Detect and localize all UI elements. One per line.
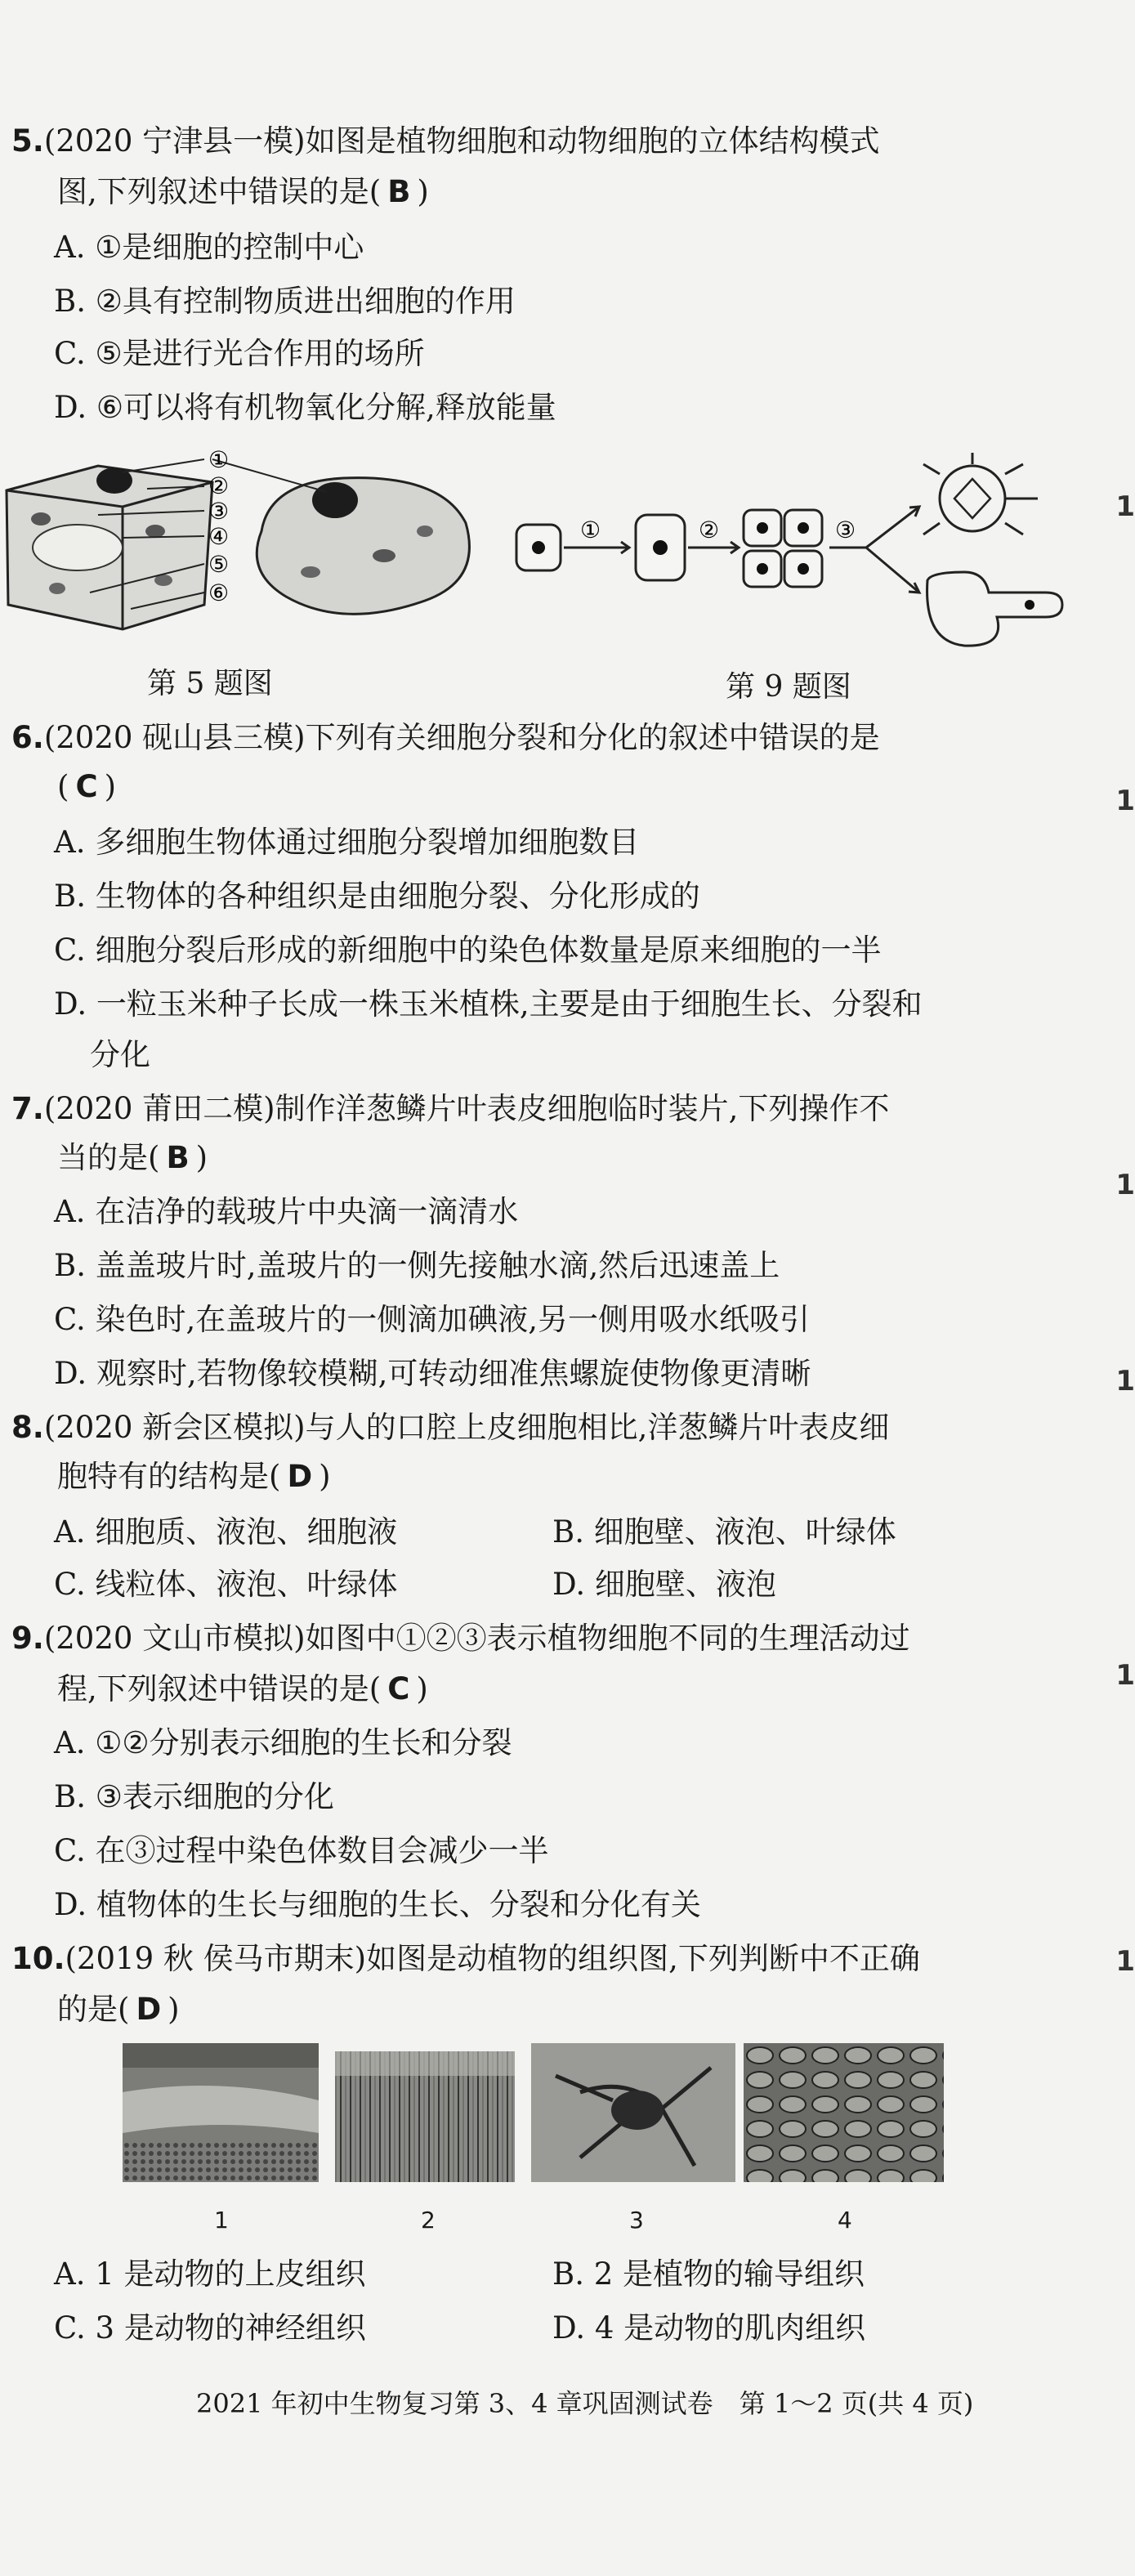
margin-mark-5: 1 [1115,1945,1135,1978]
q10-tissue-figures [123,2043,948,2190]
fig9-step-2: ② [699,517,720,543]
q6-answer: C [75,769,98,804]
q9-option-d: D. 植物体的生长与细胞的生长、分裂和分化有关 [54,1887,701,1922]
q9-option-b: B. ③表示细胞的分化 [54,1779,334,1814]
fig5-label-6: ⑥ [208,579,230,606]
fig5-label-3: ③ [208,498,230,525]
q6-text: (2020 砚山县三模)下列有关细胞分裂和分化的叙述中错误的是 [43,720,880,755]
q5-answer: B [387,174,411,209]
page-footer: 2021 年初中生物复习第 3、4 章巩固测试卷 第 1～2 页(共 4 页) [196,2388,974,2419]
margin-mark-3: 1 [1115,1365,1135,1398]
fig9-step-3: ③ [835,517,856,543]
q8-stem-line1 [11,1409,889,1447]
q7-text: (2020 莆田二模)制作洋葱鳞片叶表皮细胞临时装片,下列操作不 [43,1091,890,1126]
tissue-label-3: 3 [629,2207,644,2234]
q9-answer: C [387,1671,410,1706]
q7-number: 7. [11,1091,44,1126]
q8-option-d: D. 细胞壁、液泡 [552,1567,776,1602]
fig5-label-2: ② [208,472,230,499]
q8-option-a: A. 细胞质、液泡、细胞液 [54,1514,398,1550]
q7-option-d: D. 观察时,若物像较模糊,可转动细准焦螺旋使物像更清晰 [54,1356,811,1391]
q10-text: (2019 秋 侯马市期末)如图是动植物的组织图,下列判断中不正确 [65,1941,920,1976]
margin-mark-2: 1 [1115,1169,1135,1201]
tissue-image-4 [744,2043,944,2182]
q7-option-b: B. 盖盖玻片时,盖玻片的一侧先接触水滴,然后迅速盖上 [54,1248,780,1283]
q10-answer: D [136,1992,162,2027]
q10-stem-line2: 的是( D ) [57,1992,180,2027]
q7-option-c: C. 染色时,在盖玻片的一侧滴加碘液,另一侧用吸水纸吸引 [54,1302,811,1337]
q7-stem-line1 [11,1090,889,1128]
margin-mark-1: 1 [1115,785,1135,817]
fig5-label-4: ④ [208,523,230,550]
q5-stem-line1 [11,123,880,160]
q10-stem-line1 [11,1940,920,1978]
margin-mark-4: 1 [1115,1659,1135,1692]
q5-text: (2020 宁津县一模)如图是植物细胞和动物细胞的立体结构模式 [43,123,880,159]
q5-stem-line2: 图,下列叙述中错误的是( B ) [57,174,429,209]
fig9-step-1: ① [580,517,601,543]
q9-number: 9. [11,1621,44,1656]
q6-option-d: D. 一粒玉米种子长成一株玉米植株,主要是由于细胞生长、分裂和 [54,986,923,1022]
q6-option-c: C. 细胞分裂后形成的新细胞中的染色体数量是原来细胞的一半 [54,932,882,968]
q10-option-d: D. 4 是动物的肌肉组织 [552,2310,866,2346]
figure-5-caption: 第 5 题图 [147,667,273,700]
q7-option-a: A. 在洁净的载玻片中央滴一滴清水 [54,1194,519,1229]
figure-9-cell-process [507,449,1095,654]
q6-option-b: B. 生物体的各种组织是由细胞分裂、分化形成的 [54,879,700,914]
q8-answer: D [287,1459,313,1494]
q5-option-c: C. ⑤是进行光合作用的场所 [54,336,425,371]
tissue-image-3 [531,2043,735,2182]
tissue-label-4: 4 [838,2207,852,2234]
q5-number: 5. [11,123,44,159]
tissue-label-1: 1 [214,2207,229,2234]
animal-cell-drawing [257,478,469,615]
tissue-image-1 [123,2043,319,2182]
q5-option-d: D. ⑥可以将有机物氧化分解,释放能量 [54,390,556,425]
fig5-label-5: ⑤ [208,551,230,578]
q10-option-b: B. 2 是植物的输导组织 [552,2256,865,2292]
tissue-image-2 [335,2051,515,2182]
q6-option-d-continued: 分化 [90,1037,150,1072]
q9-stem-line2: 程,下列叙述中错误的是( C ) [57,1671,428,1706]
fig5-label-1: ① [208,446,230,473]
tissue-label-2: 2 [421,2207,436,2234]
q6-option-a: A. 多细胞生物体通过细胞分裂增加细胞数目 [54,825,640,860]
margin-mark-6: 1 [1115,490,1135,523]
q8-number: 8. [11,1410,44,1445]
q9-option-c: C. 在③过程中染色体数目会减少一半 [54,1833,549,1868]
figure-5-cell-models [0,441,507,654]
q6-number: 6. [11,720,44,755]
q7-stem-line2: 当的是( B ) [57,1140,208,1175]
q5-option-b: B. ②具有控制物质进出细胞的作用 [54,284,516,319]
q8-stem-line2: 胞特有的结构是( D ) [57,1459,331,1494]
q5-option-a: A. ①是细胞的控制中心 [54,230,364,265]
q7-answer: B [166,1140,190,1175]
q8-text: (2020 新会区模拟)与人的口腔上皮细胞相比,洋葱鳞片叶表皮细 [43,1410,890,1445]
q8-option-b: B. 细胞壁、液泡、叶绿体 [552,1514,896,1550]
q9-option-a: A. ①②分别表示细胞的生长和分裂 [54,1725,512,1760]
plant-cell-drawing [7,466,212,629]
q10-option-c: C. 3 是动物的神经组织 [54,2310,366,2346]
figure-9-caption: 第 9 题图 [726,670,851,704]
q9-stem-line1 [11,1620,910,1657]
q6-stem-line2: ( C ) [57,769,117,804]
q10-option-a: A. 1 是动物的上皮组织 [54,2256,366,2292]
q9-text: (2020 文山市模拟)如图中①②③表示植物细胞不同的生理活动过 [43,1621,910,1656]
q6-stem-line1 [11,719,880,757]
q10-number: 10. [11,1941,65,1976]
q8-option-c: C. 线粒体、液泡、叶绿体 [54,1567,398,1602]
